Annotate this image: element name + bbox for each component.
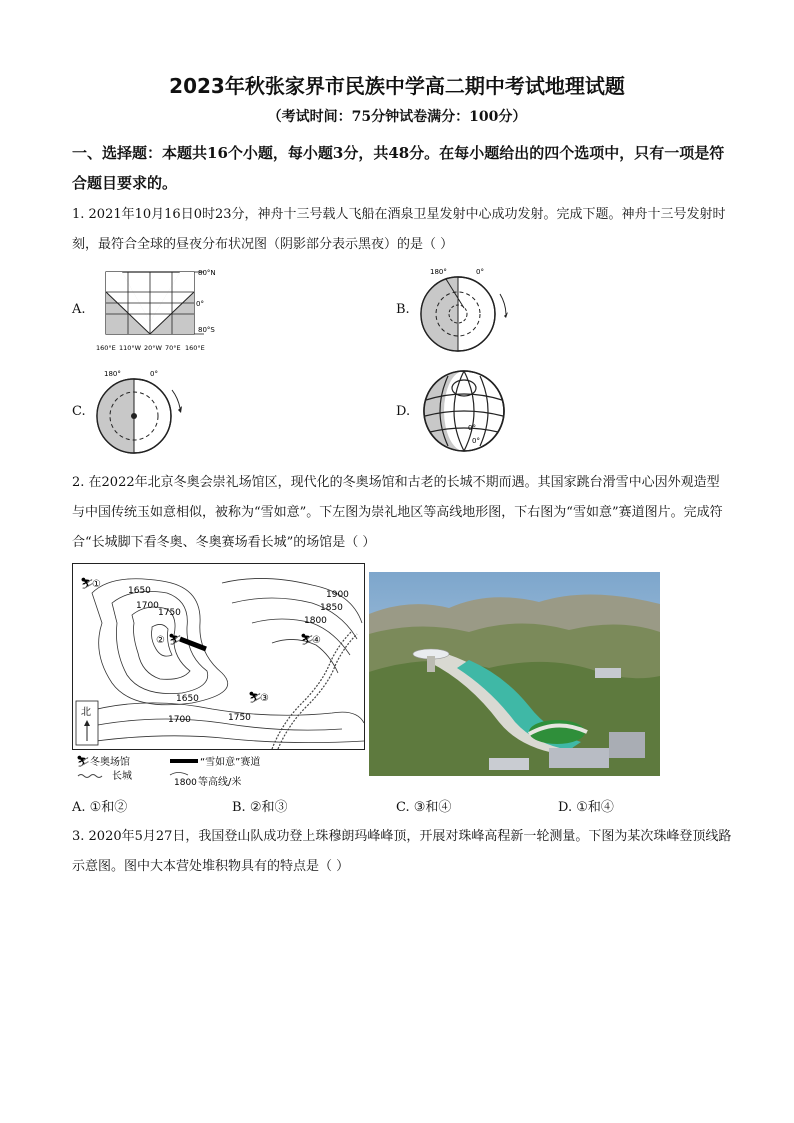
legend-wall: 长城: [112, 771, 132, 782]
fig-a-lon-1: 160°E: [96, 344, 116, 352]
q1-figure-d: [418, 366, 518, 456]
q2-option-c: C. ③和④: [396, 800, 452, 815]
question-2-text: 2. 在2022年北京冬奥会崇礼场馆区，现代化的冬奥场馆和古老的长城不期而遇。其国家跳台滑雪中心因外观造型与中国传统玉如意相似，被称为“雪如意”。下左图为崇礼地区等高线地形图，下右图为“雪如意”赛道图片。完成符合“长城脚下看冬奥、冬奥赛场看长城”的场馆是（ ）: [72, 475, 723, 550]
fig-c-left-label: 180°: [104, 370, 121, 378]
contour-label-8: 1700: [168, 715, 191, 725]
fig-a-lon-3: 20°W: [144, 344, 162, 352]
legend-skier-icon: ⛷: [76, 755, 90, 768]
fig-c-right-label: 0°: [150, 370, 158, 378]
contour-label-9: 1750: [228, 713, 251, 723]
q1-figure-c: [92, 368, 192, 458]
contour-label-5: 1850: [320, 603, 343, 613]
contour-label-7: 1650: [176, 694, 199, 704]
page-title: 2023年秋张家界市民族中学高二期中考试地理试题: [169, 74, 625, 98]
fig-c-night-area: [97, 379, 134, 453]
q1-figure-a: [92, 264, 222, 356]
snow-ruyi-photo: [369, 572, 660, 776]
fig-b-night-area: [421, 277, 458, 351]
contour-label-1: 1650: [128, 586, 151, 596]
skier-icon: ⛷: [300, 633, 314, 646]
q2-contour-map: [72, 563, 366, 789]
legend-venue: 冬奥场馆: [90, 757, 130, 768]
contour-label-4: 1900: [326, 590, 349, 600]
skier-icon: ⛷: [168, 633, 182, 646]
venue-2-label: ②: [156, 635, 165, 646]
skier-icon: ⛷: [248, 691, 262, 704]
legend-track: “雪如意”赛道: [200, 757, 261, 768]
skier-icon: ⛷: [80, 577, 94, 590]
fig-b-left-label: 180°: [430, 268, 447, 276]
q2-option-a: A. ①和②: [72, 800, 128, 815]
contour-label-3: 1750: [158, 608, 181, 618]
venue-1-label: ①: [92, 579, 101, 590]
fig-a-lat-bot: 80°S: [198, 326, 215, 334]
fig-a-lon-5: 160°E: [185, 344, 205, 352]
q1-figure-b: [418, 266, 518, 356]
contour-label-6: 1800: [304, 616, 327, 626]
venue-3-label: ③: [260, 693, 269, 704]
legend-contour-value: 1800: [174, 778, 197, 788]
fig-a-lon-4: 70°E: [165, 344, 181, 352]
q2-option-b: B. ②和③: [232, 800, 288, 815]
section-heading: 一、选择题：本题共16个小题，每小题3分，共48分。在每小题给出的四个选项中，只有一项是符合题目要求的。: [72, 144, 725, 192]
fig-a-lat-mid: 0°: [196, 300, 204, 308]
legend-wall-swatch: [78, 775, 102, 778]
fig-a-lat-top: 80°N: [198, 269, 216, 277]
q1-option-b-label: B.: [396, 302, 410, 317]
fig-b-right-label: 0°: [476, 268, 484, 276]
page-subtitle: （考试时间：75分钟试卷满分：100分）: [267, 109, 527, 125]
legend-contour: 等高线/米: [198, 777, 242, 788]
q1-option-c-label: C.: [72, 404, 86, 419]
north-label: 北: [81, 707, 91, 718]
q1-option-d-label: D.: [396, 404, 411, 419]
contour-label-2: 1700: [136, 601, 159, 611]
venue-4-label: ④: [312, 635, 321, 646]
question-3-text: 3. 2020年5月27日，我国登山队成功登上珠穆朗玛峰峰顶，开展对珠峰高程新一轮测量。下图为某次珠峰登顶线路示意图。图中大本营处堆积物具有的特点是（ ）: [72, 829, 732, 874]
q2-option-d: D. ①和④: [558, 800, 614, 815]
photo-buildings: [549, 748, 609, 768]
fig-d-label-b: 0°: [472, 437, 480, 445]
fig-a-lon-2: 110°W: [119, 344, 142, 352]
question-1-text: 1. 2021年10月16日0时23分，神舟十三号载人飞船在酒泉卫星发射中心成功发射。完成下题。神舟十三号发射时刻，最符合全球的昼夜分布状况图（阴影部分表示黑夜）的是（ ）: [72, 207, 726, 252]
fig-d-label-a: 0°: [468, 424, 476, 432]
q1-option-a-label: A.: [72, 302, 86, 317]
legend-contour-swatch: [170, 773, 188, 776]
